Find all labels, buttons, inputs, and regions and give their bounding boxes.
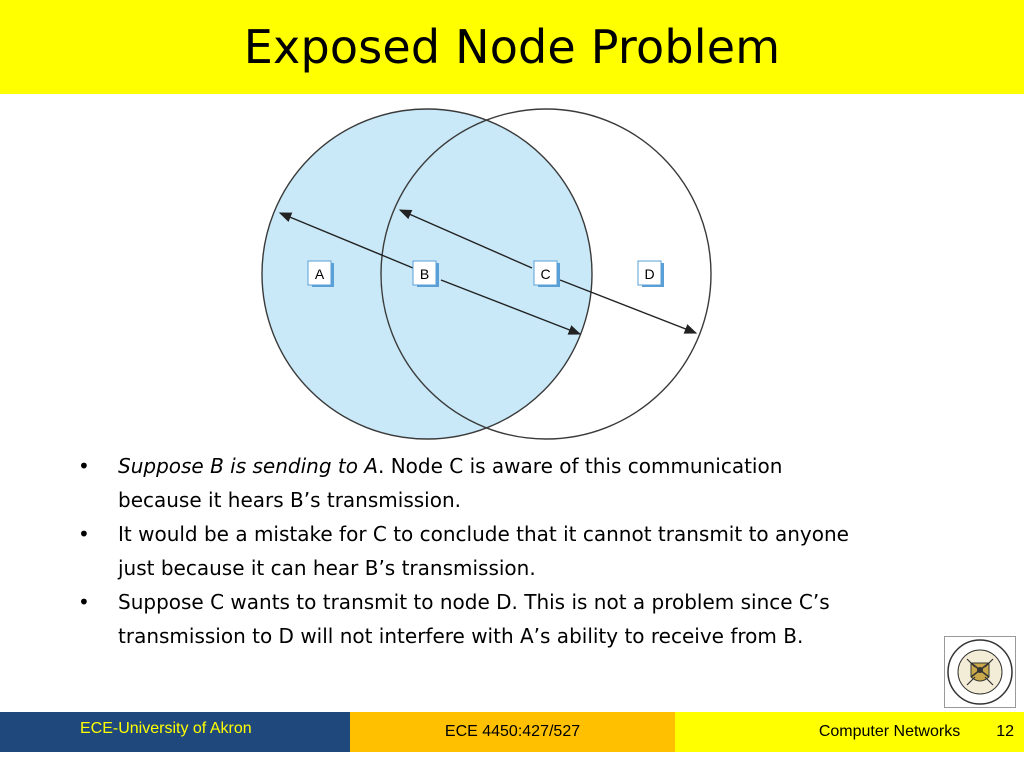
bullet-item <box>78 517 858 585</box>
node-d <box>638 261 664 287</box>
node-b <box>413 261 439 287</box>
bullet-text: Suppose C wants to transmit to node D. This is not a problem since C’s transmission to D will not interfere with A’s ability to receive from B. <box>118 590 830 648</box>
bullet-text: It would be a mistake for C to conclude that it cannot transmit to anyone just because it can hear B’s transmission. <box>118 522 849 580</box>
bullet-italic-text: Suppose B is sending to A <box>118 454 378 478</box>
page-number: 12 <box>996 723 1014 740</box>
node-a-label: A <box>314 266 325 282</box>
bullet-dot-icon: • <box>78 590 90 614</box>
slide-footer <box>0 712 1024 752</box>
slide-title: Exposed Node Problem <box>243 20 781 74</box>
footer-institution: ECE-University of Akron <box>0 712 350 752</box>
node-a <box>308 261 334 287</box>
exposed-node-diagram <box>0 94 1024 450</box>
node-b-label: B <box>419 266 430 282</box>
node-c <box>534 261 560 287</box>
title-bar <box>0 0 1024 94</box>
bullet-item <box>78 585 858 653</box>
university-seal-logo <box>944 636 1016 708</box>
bullet-dot-icon: • <box>78 522 90 546</box>
node-d-label: D <box>644 266 655 282</box>
footer-right <box>675 712 1024 752</box>
seal-icon <box>945 637 1015 707</box>
bullet-text: . Node C is aware of this communication because it hears B’s transmission. <box>118 454 783 512</box>
bullet-item <box>78 449 858 517</box>
footer-course-name: Computer Networks <box>818 723 961 740</box>
bullet-list <box>78 449 858 653</box>
node-c-label: C <box>540 266 551 282</box>
bullet-dot-icon: • <box>78 454 90 478</box>
footer-course-code: ECE 4450:427/527 <box>350 712 675 752</box>
